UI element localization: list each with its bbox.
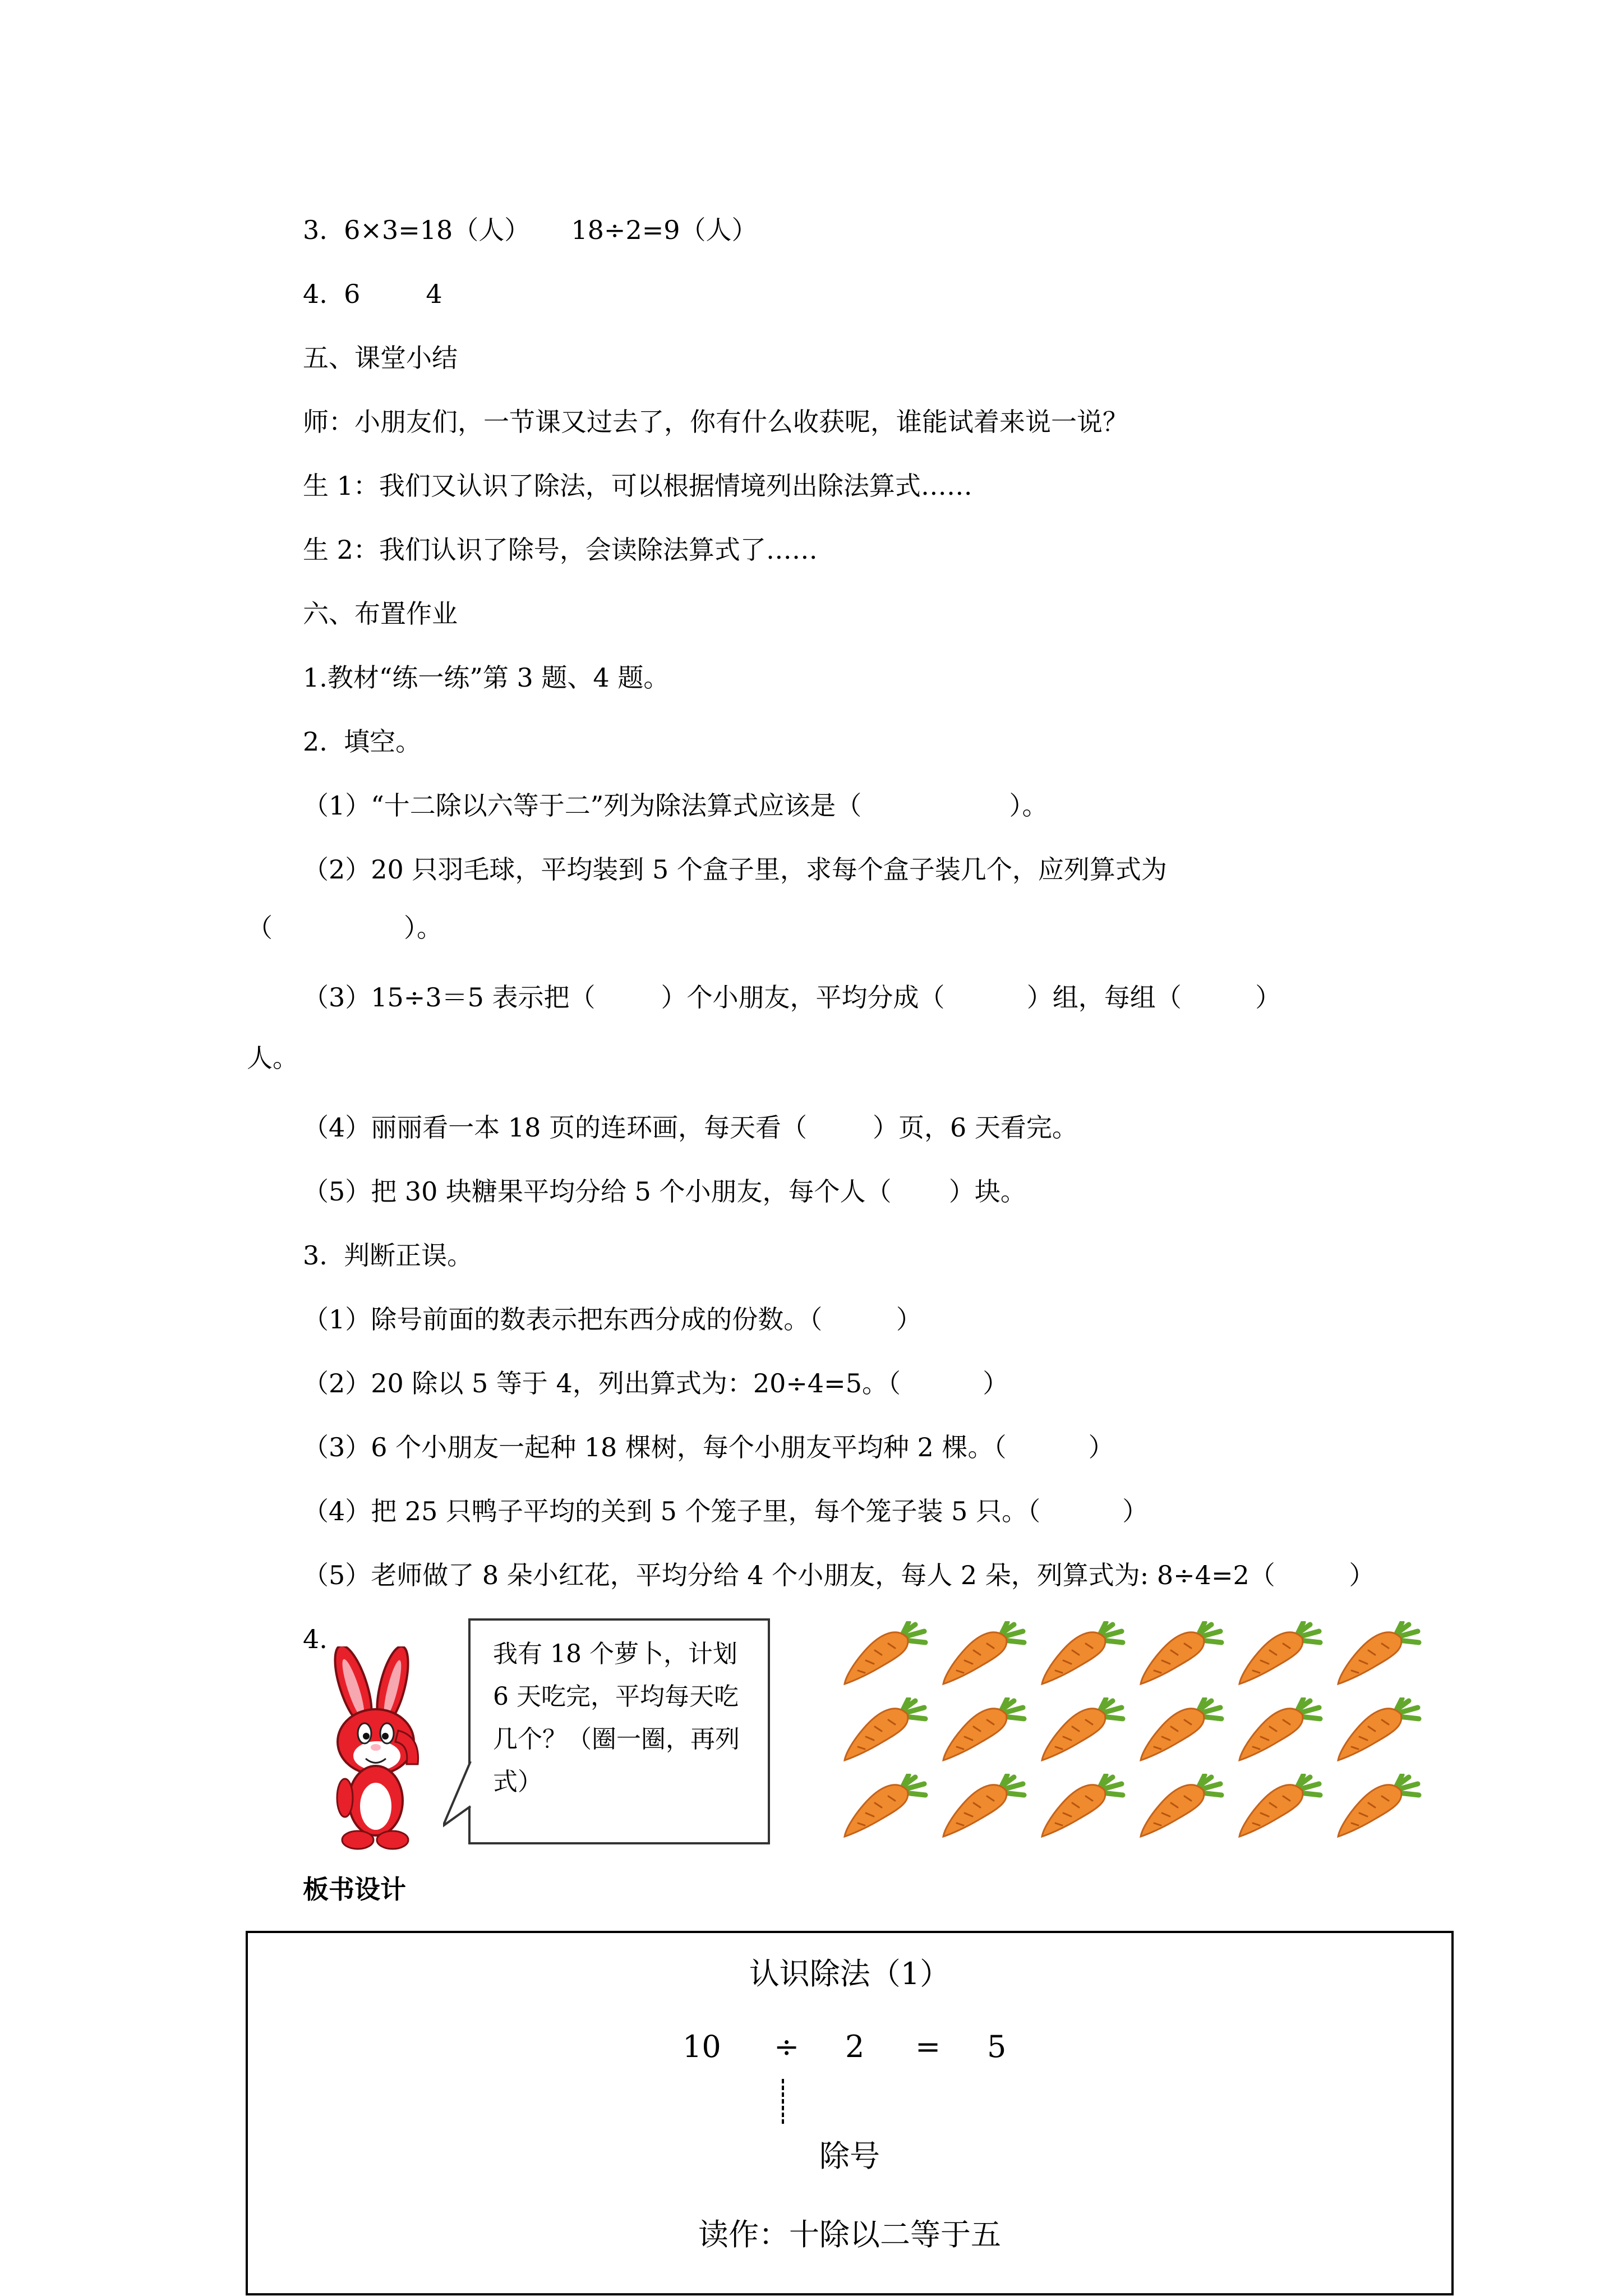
board-sign-label: 除号 — [819, 2138, 880, 2174]
teacher-line: 师：小朋友们，一节课又过去了，你有什么收获呢，谁能试着来说一说？ — [303, 407, 1128, 437]
carrot-icon — [1039, 1621, 1128, 1688]
homework-item-4: 4. — [303, 1624, 328, 1654]
carrot-icon — [1039, 1697, 1128, 1765]
answer-3: 3. 6×3=18（人） 18÷2=9（人） — [303, 215, 758, 245]
section-heading-summary: 五、课堂小结 — [303, 343, 458, 373]
carrot-icon — [1236, 1774, 1326, 1841]
fill-item-1: （1）“十二除以六等于二”列为除法算式应该是（ ）。 — [303, 790, 1048, 821]
homework-item-2: 2. 填空。 — [303, 726, 422, 757]
board-dividend: 10 — [683, 2029, 721, 2064]
judge-item-3: （3）6 个小朋友一起种 18 棵树，每个小朋友平均种 2 棵。（ ） — [303, 1432, 1114, 1462]
carrot-icon — [940, 1697, 1030, 1765]
board-equals: = — [915, 2029, 941, 2064]
board-reading: 读作：十除以二等于五 — [698, 2217, 1001, 2252]
carrot-icon — [1236, 1697, 1326, 1765]
board-title: 认识除法（1） — [749, 1956, 951, 1991]
fill-item-3-cont: 人。 — [247, 1043, 298, 1073]
carrot-icon — [1335, 1621, 1424, 1688]
fill-item-2: （2）20 只羽毛球，平均装到 5 个盒子里，求每个盒子装几个，应列算式为 — [303, 854, 1167, 885]
judge-item-5: （5）老师做了 8 朵小红花，平均分给 4 个小朋友，每人 2 朵，列算式为: 8÷4=2（ ） — [303, 1560, 1375, 1590]
section-heading-homework: 六、布置作业 — [303, 599, 458, 629]
carrot-icon — [1137, 1774, 1227, 1841]
judge-item-2: （2）20 除以 5 等于 4，列出算式为：20÷4=5。（ ） — [303, 1368, 1009, 1398]
speech-bubble-pointer — [443, 1761, 472, 1829]
rabbit-illustration — [314, 1646, 437, 1862]
carrot-grid — [841, 1621, 1436, 1857]
homework-item-1: 1.教材“练一练”第 3 题、4 题。 — [303, 662, 670, 693]
student-2-line: 生 2：我们认识了除号，会读除法算式了…… — [303, 535, 818, 565]
homework-item-3: 3. 判断正误。 — [303, 1240, 473, 1271]
carrot-icon — [1236, 1621, 1326, 1688]
fill-item-3: （3）15÷3＝5 表示把（ ）个小朋友，平均分成（ ）组，每组（ ） — [303, 982, 1281, 1013]
fill-item-5: （5）把 30 块糖果平均分给 5 个小朋友，每个人（ ）块。 — [303, 1176, 1026, 1207]
carrot-icon — [940, 1774, 1030, 1841]
student-1-line: 生 1：我们又认识了除法，可以根据情境列出除法算式…… — [303, 471, 972, 501]
carrot-icon — [1039, 1774, 1128, 1841]
speech-bubble-text: 我有 18 个萝卜，计划 6 天吃完，平均每天吃几个？（圈一圈，再列式） — [493, 1640, 740, 1796]
carrot-icon — [1137, 1621, 1227, 1688]
board-divisor: 2 — [845, 2029, 865, 2064]
carrot-icon — [841, 1621, 931, 1688]
carrot-icon — [1335, 1774, 1424, 1841]
carrot-icon — [1335, 1697, 1424, 1765]
fill-item-4: （4）丽丽看一本 18 页的连环画，每天看（ ）页，6 天看完。 — [303, 1112, 1078, 1143]
fill-item-2-cont: （ ）。 — [247, 913, 442, 943]
board-quotient: 5 — [987, 2029, 1007, 2064]
judge-item-1: （1）除号前面的数表示把东西分成的份数。（ ） — [303, 1304, 922, 1335]
carrot-icon — [841, 1774, 931, 1841]
board-division-sign: ÷ — [774, 2029, 800, 2064]
answer-4: 4. 6 4 — [303, 279, 442, 309]
carrot-icon — [1137, 1697, 1227, 1765]
board-design-heading: 板书设计 — [303, 1874, 406, 1904]
judge-item-4: （4）把 25 只鸭子平均的关到 5 个笼子里，每个笼子装 5 只。（ ） — [303, 1496, 1149, 1526]
speech-bubble — [468, 1618, 770, 1844]
carrot-icon — [841, 1697, 931, 1765]
carrot-icon — [940, 1621, 1030, 1688]
board-dashed-pointer — [782, 2079, 784, 2124]
board-design-box — [246, 1931, 1454, 2295]
